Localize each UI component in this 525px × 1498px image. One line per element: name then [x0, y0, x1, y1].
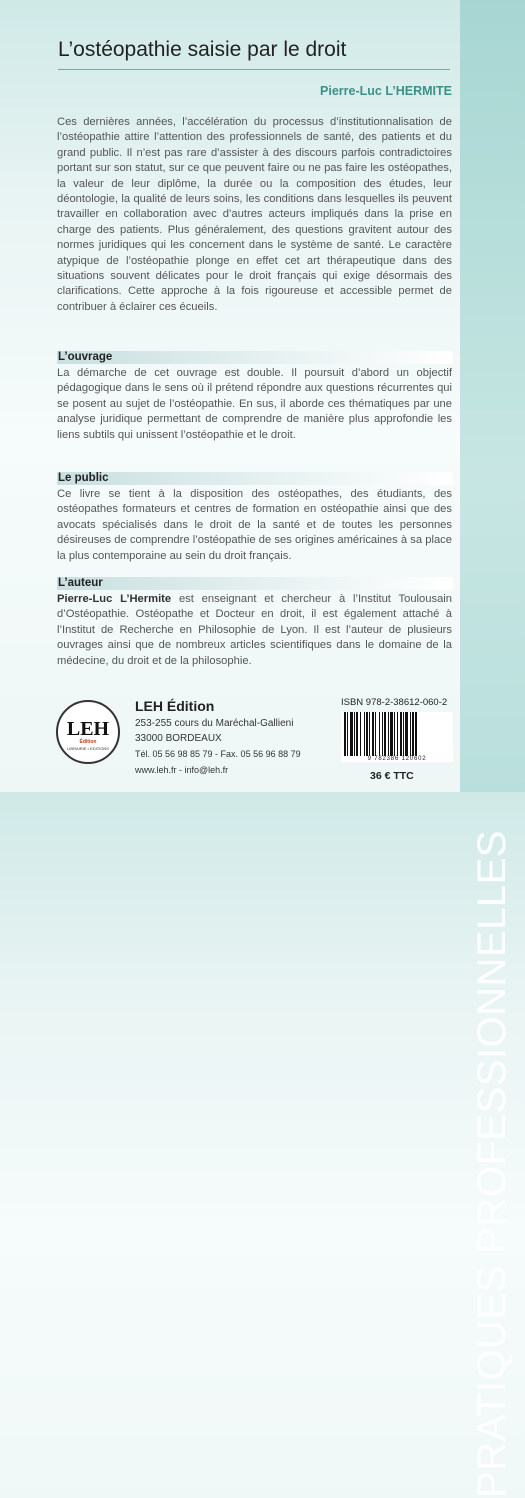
intro-paragraph: Ces dernières années, l’accélération du processus d’institutionnalisation de l’ostéopathie attire l’attention des professionnels de santé, des patients et du grand public. Il n’est pas rare d’assister à des discours parfois contradictoires portant sur son statut, sur ce que peuvent faire ou ne pas faire les ostéopathes, la valeur de leur diplôme, la durée ou la composition des études, leur déontologie, la qualité de leurs soins, les conditions dans lesquelles ils peuvent travailler en collaboration avec d’autres acteurs impliqués dans la prise en charge des patients. Plus généralement, des questions gravitent autour des normes juridiques qui les concernent dans le système de santé. Le caractère atypique de l’ostéopathie plonge en effet cet art thérapeutique dans des situations souvent délicates pour le droit français qui exige désormais des clarifications. Cette approche à la fois rigoureuse et accessible permet de contribuer à éclairer ces écueils. [57, 116, 452, 313]
logo-edition-text: Édition [79, 739, 97, 745]
barcode-bar [360, 712, 361, 756]
barcode-bar [410, 712, 411, 756]
section-heading-ouvrage: L’ouvrage [57, 351, 453, 364]
barcode-bar [412, 712, 414, 756]
author-name: Pierre-Luc L’Hermite [57, 593, 172, 605]
publisher-address-line2: 33000 BORDEAUX [135, 733, 222, 744]
barcode-bar [344, 712, 346, 756]
section-text-ouvrage: La démarche de cet ouvrage est double. Il poursuit d’abord un objectif pédagogique dans le sens où il prétend répondre aux questions récurrentes qui se posent au sujet de l’ostéopathie. En sus, il aborde ces thématiques par une analyse juridique permettant de comprendre de manière plus approfondie les liens subtils qui unissent l’ostéopathie et le droit. [57, 367, 452, 441]
price: 36 € TTC [370, 770, 414, 782]
publisher-name: LEH Édition [135, 698, 215, 714]
isbn: ISBN 978-2-38612-060-2 [341, 697, 448, 708]
barcode-bar [354, 712, 355, 756]
publisher-logo [56, 700, 120, 764]
author-bio: est enseignant et chercheur à l’Institut Toulousain d’Ostéopathie. Ostéopathe et Docteur en droit, il est également attaché à l’Institut de Recherche en Philosophie de Lyon. Il est l’auteur de plusieurs ouvrages ainsi que de nombreux articles scientifiques dans le domaine de la médecine, du droit et de la philosophie. [57, 593, 452, 667]
barcode-bar [372, 712, 374, 756]
section-heading-auteur: L’auteur [57, 577, 453, 590]
publisher-web: www.leh.fr - info@leh.fr [135, 765, 229, 775]
publisher-address-line1: 253-255 cours du Maréchal-Gallieni [135, 718, 294, 729]
barcode-bar [394, 712, 395, 756]
book-author: Pierre-Luc L’HERMITE [320, 84, 452, 98]
barcode-bar [366, 712, 368, 756]
section-text-auteur [57, 592, 452, 669]
series-sidebar [460, 0, 525, 1498]
barcode-bar [382, 712, 383, 756]
barcode-bar [397, 712, 398, 756]
book-title: L’ostéopathie saisie par le droit [58, 38, 347, 61]
barcode-bar [356, 712, 358, 756]
barcode-bar [379, 712, 380, 756]
title-divider [58, 69, 450, 70]
barcode-bar [390, 712, 393, 756]
section-text-public: Ce livre se tient à la disposition des ostéopathes, des étudiants, des ostéopathes formateurs et centres de formation en ostéopathie ainsi que des avocats spécialisés dans le droit de la santé et de toutes les personnes désireuses de comprendre l’ostéopathie de ses origines américaines à sa place la plus contemporaine au sein du droit français. [57, 488, 452, 562]
barcode-bar [388, 712, 389, 756]
barcode-bar [405, 712, 408, 756]
logo-sub-text: LIBRAIRIE • EDITIONS [67, 746, 109, 751]
barcode-bar [403, 712, 404, 756]
section-heading-public: Le public [57, 472, 453, 485]
barcode-bar [375, 712, 376, 756]
barcode-bar [384, 712, 386, 756]
barcode-bar [364, 712, 365, 756]
barcode-bar [347, 712, 348, 756]
barcode-bar [350, 712, 353, 756]
barcode-bar [400, 712, 402, 756]
barcode-bar [415, 712, 417, 756]
publisher-phone: Tél. 05 56 98 85 79 - Fax. 05 56 96 88 79 [135, 749, 301, 759]
barcode-number: 9 782386 120602 [341, 756, 453, 762]
series-title: PRATIQUES PROFESSIONNELLES [470, 830, 514, 1498]
barcode [341, 712, 453, 756]
logo-main-text: LEH [66, 718, 110, 740]
barcode-bar [369, 712, 370, 756]
